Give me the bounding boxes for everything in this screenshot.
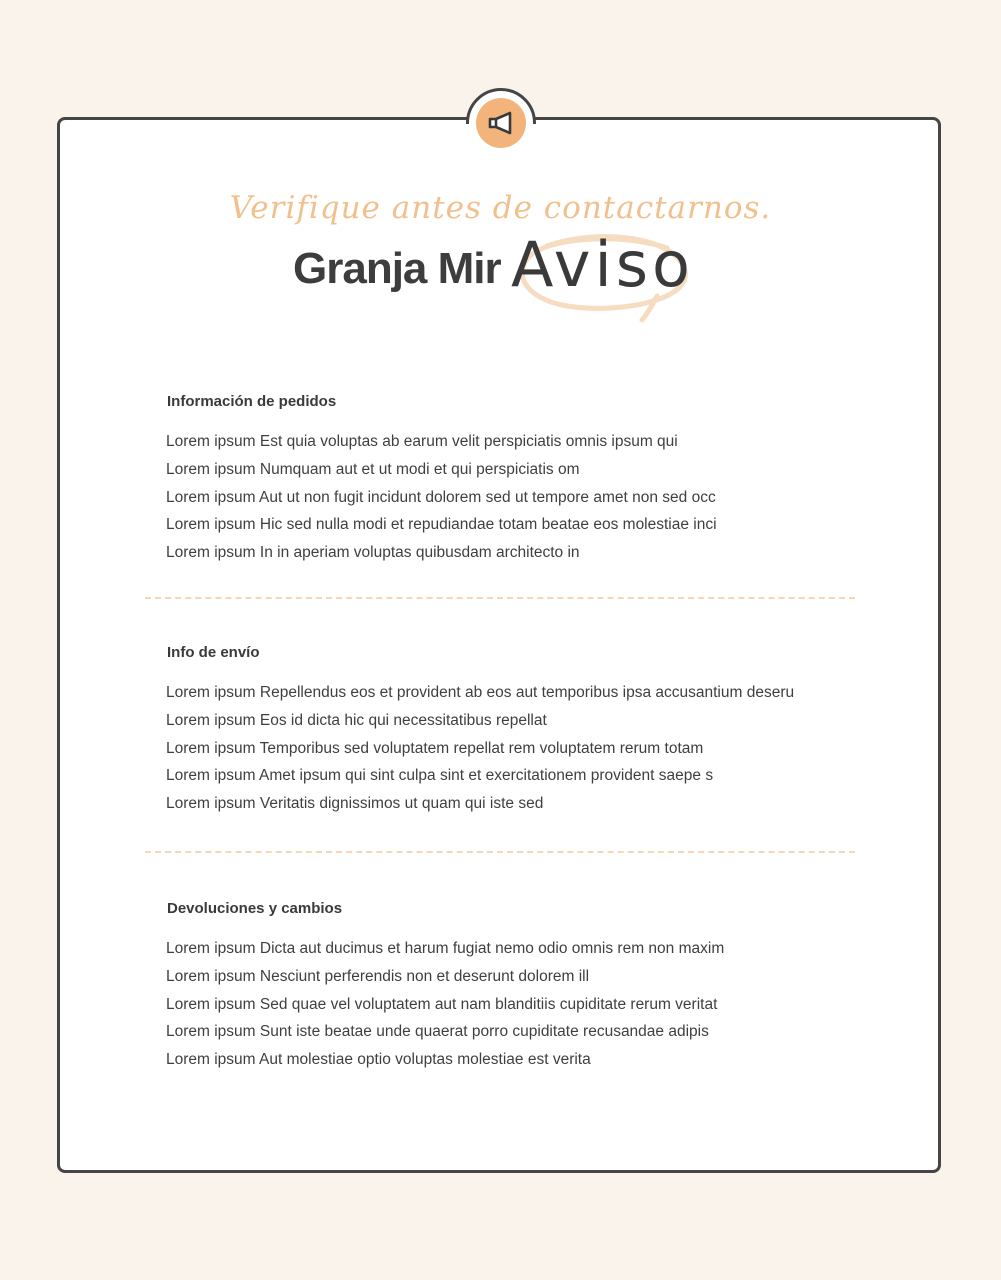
list-item: Lorem ipsum Nesciunt perferendis non et deserunt dolorem ill bbox=[166, 967, 590, 985]
section-heading: Devoluciones y cambios bbox=[167, 900, 343, 917]
section-heading: Información de pedidos bbox=[167, 393, 337, 410]
list-item: Lorem ipsum Numquam aut et ut modi et qui perspiciatis om bbox=[166, 460, 580, 478]
dashed-divider bbox=[145, 851, 855, 853]
section-heading: Info de envío bbox=[167, 644, 260, 661]
list-item: Lorem ipsum Sed quae vel voluptatem aut nam blanditiis cupiditate rerum veritat bbox=[166, 995, 718, 1013]
list-item: Lorem ipsum Sunt iste beatae unde quaerat porro cupiditate recusandae adipis bbox=[166, 1023, 709, 1041]
list-item: Lorem ipsum Repellendus eos et provident ab eos aut temporibus ipsa accusantium deseru bbox=[166, 684, 795, 701]
title-row bbox=[293, 228, 713, 310]
list-item: Lorem ipsum Dicta aut ducimus et harum fugiat nemo odio omnis rem non maxim bbox=[166, 940, 725, 957]
section-shipping-info bbox=[166, 644, 866, 818]
list-item: Lorem ipsum Amet ipsum qui sint culpa sint et exercitationem provident saepe s bbox=[166, 767, 714, 785]
list-item: Lorem ipsum Aut ut non fugit incidunt dolorem sed ut tempore amet non sed occ bbox=[166, 488, 716, 506]
list-item: Lorem ipsum Est quia voluptas ab earum velit perspiciatis omnis ipsum qui bbox=[166, 433, 678, 450]
dashed-divider bbox=[145, 597, 855, 599]
megaphone-icon bbox=[486, 108, 516, 138]
megaphone-badge bbox=[476, 98, 526, 148]
subtitle: Verifique antes de contactarnos. bbox=[229, 190, 772, 226]
section-lines bbox=[166, 679, 866, 818]
section-lines bbox=[166, 935, 866, 1074]
list-item: Lorem ipsum Temporibus sed voluptatem repellat rem voluptatem rerum totam bbox=[166, 739, 704, 757]
section-order-info bbox=[166, 393, 866, 567]
list-item: Lorem ipsum Veritatis dignissimos ut quam qui iste sed bbox=[166, 795, 544, 813]
list-item: Lorem ipsum Aut molestiae optio voluptas molestiae est verita bbox=[166, 1051, 591, 1069]
list-item: Lorem ipsum Hic sed nulla modi et repudiandae totam beatae eos molestiae inci bbox=[166, 516, 717, 534]
list-item: Lorem ipsum Eos id dicta hic qui necessitatibus repellat bbox=[166, 711, 547, 729]
page-title: Granja Mir bbox=[293, 244, 501, 293]
list-item: Lorem ipsum In in aperiam voluptas quibusdam architecto in bbox=[166, 544, 580, 562]
section-returns bbox=[166, 900, 866, 1074]
title-accent: Aviso bbox=[511, 228, 694, 301]
section-lines bbox=[166, 428, 866, 567]
